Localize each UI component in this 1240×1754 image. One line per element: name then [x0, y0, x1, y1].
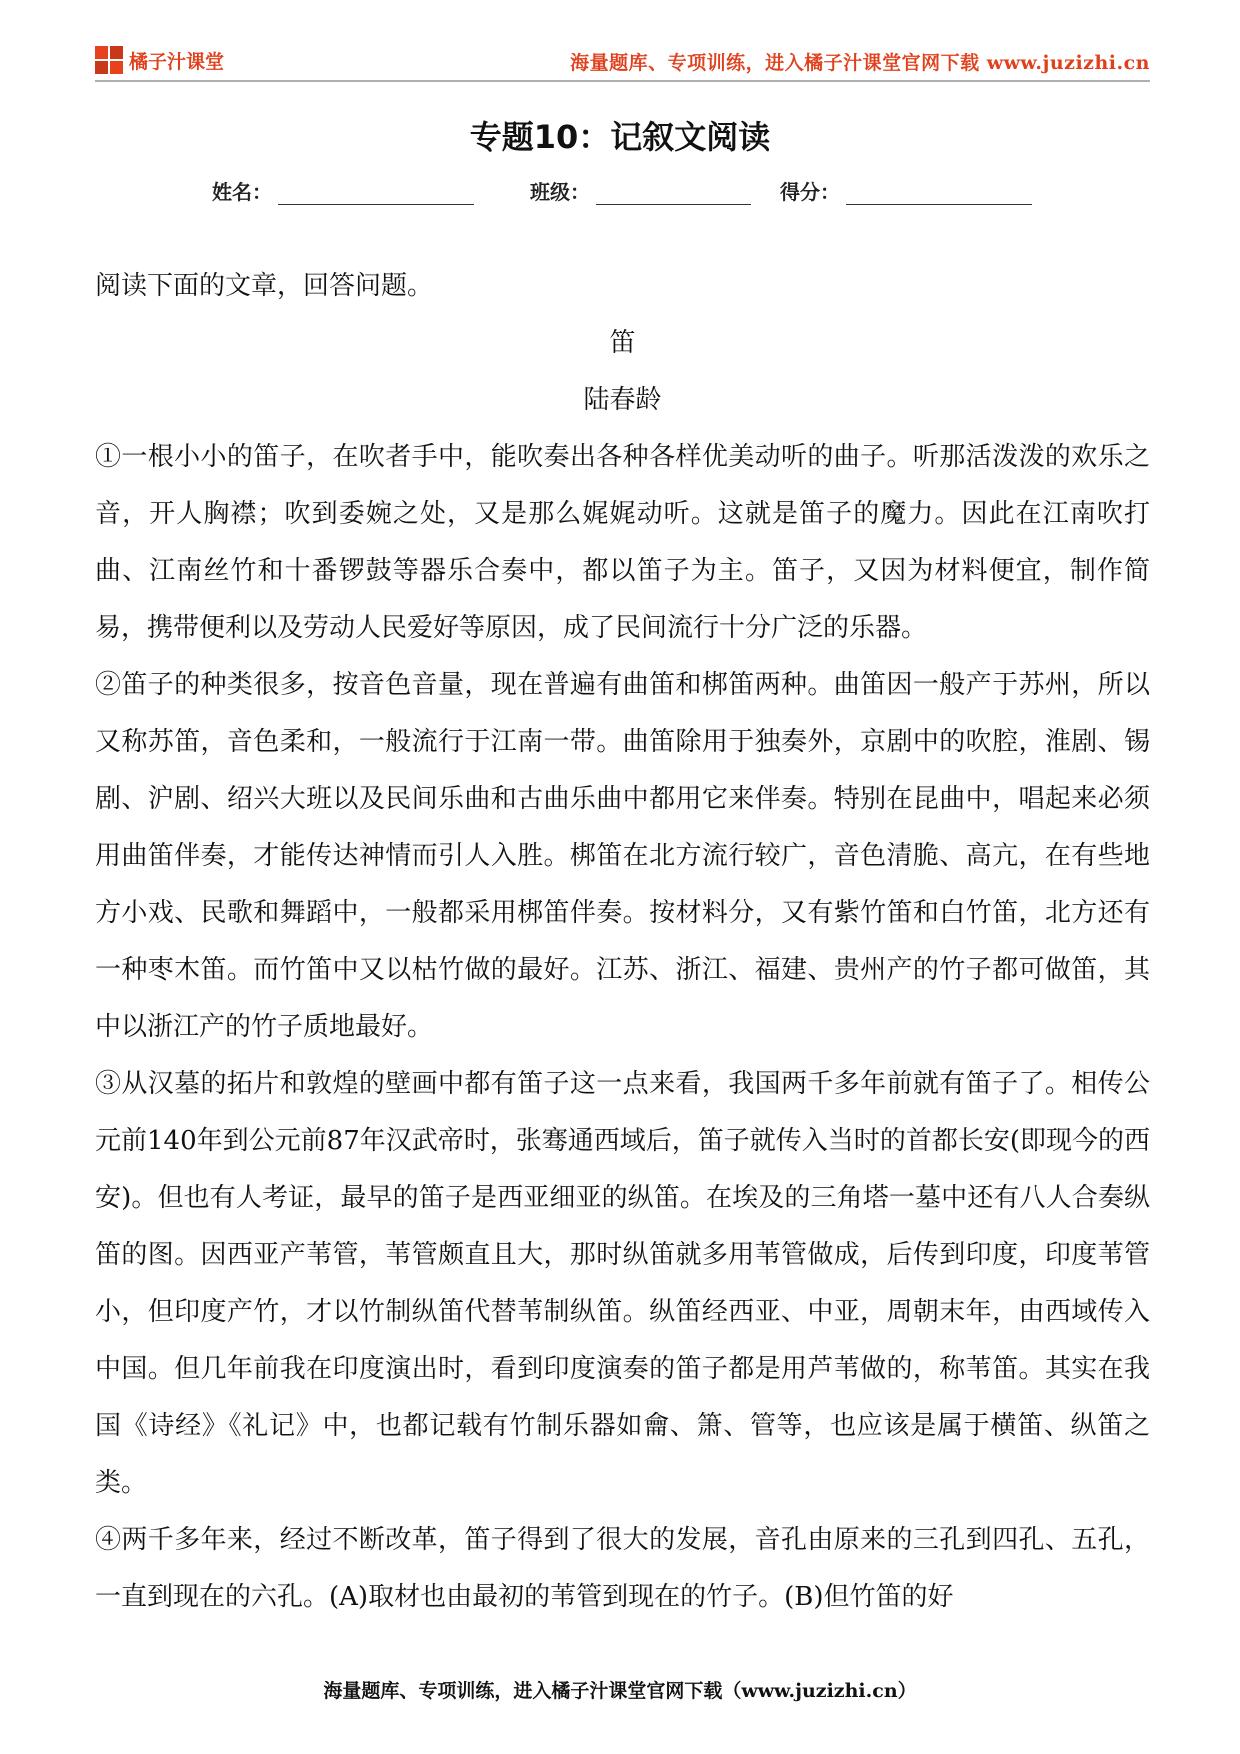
- logo-squares-icon: [95, 46, 123, 74]
- paragraph-3: ③从汉墓的拓片和敦煌的壁画中都有笛子这一点来看，我国两千多年前就有笛子了。相传公元前140年到公元前87年汉武帝时，张骞通西域后，笛子就传入当时的首都长安(即现今的西安)。但也有人考证，最早的笛子是西亚细亚的纵笛。在埃及的三角塔一墓中还有八人合奏纵笛的图。因西亚产苇管，苇管颇直且大，那时纵笛就多用苇管做成，后传到印度，印度苇管小，但印度产竹，才以竹制纵笛代替苇制纵笛。纵笛经西亚、中亚，周朝末年，由西域传入中国。但几年前我在印度演出时，看到印度演奏的笛子都是用芦苇做的，称苇笛。其实在我国《诗经》《礼记》中，也都记载有竹制乐器如龠、箫、管等，也应该是属于横笛、纵笛之类。: [95, 1069, 1150, 1498]
- paragraph-1: ①一根小小的笛子，在吹者手中，能吹奏出各种各样优美动听的曲子。听那活泼泼的欢乐之音，开人胸襟；吹到委婉之处，又是那么娓娓动听。这就是笛子的魔力。因此在江南吹打曲、江南丝竹和十番锣鼓等器乐合奏中，都以笛子为主。笛子，又因为材料便宜，制作简易，携带便利以及劳动人民爱好等原因，成了民间流行十分广泛的乐器。: [95, 442, 1150, 643]
- page-header: [95, 42, 1150, 78]
- student-info-fields: [0, 176, 1240, 206]
- score-label: 得分：: [780, 180, 840, 204]
- logo-text: 橘子汁课堂: [129, 50, 225, 73]
- article-title: 笛: [609, 328, 636, 358]
- header-divider: [95, 80, 1150, 82]
- class-label: 班级：: [530, 180, 590, 204]
- article-author: 陆春龄: [583, 385, 662, 415]
- score-blank-line: [846, 182, 1032, 205]
- instruction-text: 阅读下面的文章，回答问题。: [95, 271, 434, 301]
- brand-logo: [95, 42, 224, 78]
- page-title: 专题10：记叙文阅读: [469, 118, 771, 156]
- score-field: [780, 176, 1032, 205]
- class-field: [530, 176, 751, 205]
- paragraph-2: ②笛子的种类很多，按音色音量，现在普遍有曲笛和梆笛两种。曲笛因一般产于苏州，所以又称苏笛，音色柔和，一般流行于江南一带。曲笛除用于独奏外，京剧中的吹腔，淮剧、锡剧、沪剧、绍兴大班以及民间乐曲和古曲乐曲中都用它来伴奏。特别在昆曲中，唱起来必须用曲笛伴奏，才能传达神情而引人入胜。梆笛在北方流行较广，音色清脆、高亢，在有些地方小戏、民歌和舞蹈中，一般都采用梆笛伴奏。按材料分，又有紫竹笛和白竹笛，北方还有一种枣木笛。而竹笛中又以枯竹做的最好。江苏、浙江、福建、贵州产的竹子都可做笛，其中以浙江产的竹子质地最好。: [95, 670, 1150, 1042]
- header-tagline: 海量题库、专项训练，进入橘子汁课堂官网下载 www.juzizhi.cn: [570, 52, 1150, 74]
- page-footer: 海量题库、专项训练，进入橘子汁课堂官网下载（www.juzizhi.cn）: [323, 1680, 917, 1702]
- name-field: [212, 176, 474, 205]
- name-label: 姓名：: [212, 180, 272, 204]
- class-blank-line: [596, 182, 751, 205]
- name-blank-line: [278, 182, 474, 205]
- reading-passage: [95, 258, 1150, 1626]
- paragraph-4: ④两千多年来，经过不断改革，笛子得到了很大的发展，音孔由原来的三孔到四孔、五孔，一直到现在的六孔。(A)取材也由最初的苇管到现在的竹子。(B)但竹笛的好: [95, 1525, 1150, 1612]
